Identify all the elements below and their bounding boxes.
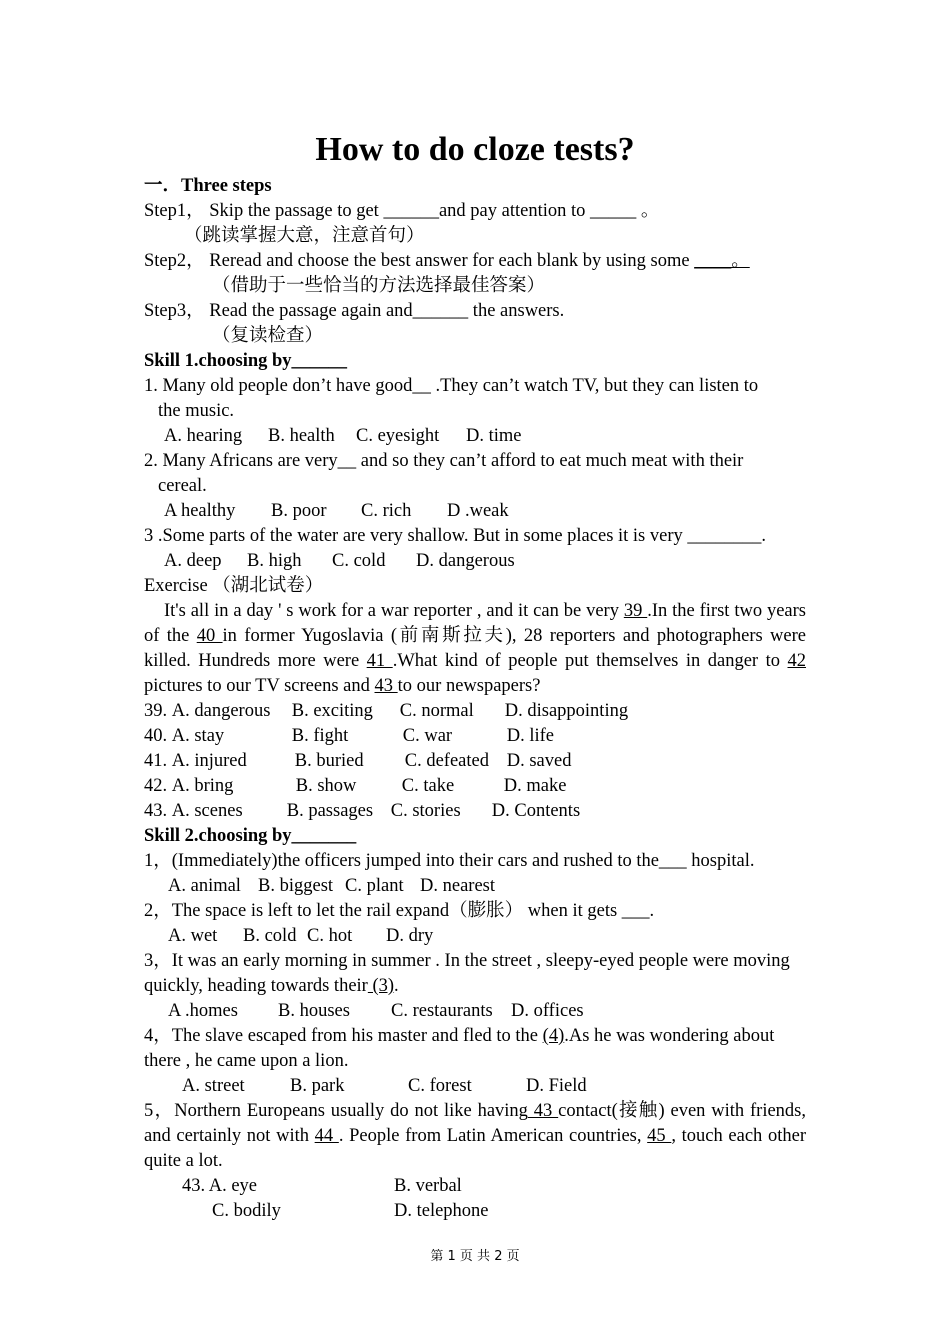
- option: B. passages: [286, 801, 374, 821]
- question-text: . People from Latin American countries,: [338, 1126, 648, 1146]
- step1-text: Step1， Skip the passage to get ______and pay attention to _____ 。: [144, 201, 660, 221]
- option: 43. A. eye: [182, 1176, 258, 1196]
- option: D. saved: [506, 751, 572, 771]
- answer-row-41: [144, 749, 806, 774]
- option: B. show: [295, 776, 357, 796]
- option: A. stay: [171, 726, 225, 746]
- question-text: 5，Northern Europeans usually do not like having: [144, 1101, 528, 1121]
- skill2-q2: 2，The space is left to let the rail expand（膨胀） when it gets ___.: [144, 901, 655, 921]
- option: D. life: [506, 726, 555, 746]
- skill1-q2-line1: 2. Many Africans are very__ and so they can’t afford to eat much meat with their: [144, 451, 744, 471]
- skill2-heading: Skill 2.choosing by_______: [144, 826, 357, 846]
- option: B. park: [290, 1076, 345, 1096]
- answer-number: 41.: [144, 751, 168, 771]
- blank-40: 40: [196, 626, 223, 646]
- skill1-q2-options: [144, 499, 806, 524]
- skill2-q4-line2: there , he came upon a lion.: [144, 1051, 349, 1071]
- blank-4: (4): [542, 1026, 565, 1046]
- option: C. cold: [332, 551, 386, 571]
- option: B. health: [268, 426, 335, 446]
- option: D. dangerous: [416, 551, 515, 571]
- skill2-q5: [144, 1099, 806, 1174]
- skill2-q3-line2: [144, 974, 806, 999]
- skill2-q5-options-row1: [144, 1174, 806, 1199]
- skill2-q3-options: [144, 999, 806, 1024]
- option: D. make: [503, 776, 567, 796]
- option: B. buried: [294, 751, 364, 771]
- question-text: 4，The slave escaped from his master and fled to the: [144, 1026, 543, 1046]
- skill2-q3-line1: 3，It was an early morning in summer . In the street , sleepy-eyed people were moving: [144, 951, 790, 971]
- option: C. war: [402, 726, 453, 746]
- blank-3: (3): [367, 976, 395, 996]
- option: B. exciting: [291, 701, 373, 721]
- document-body: [144, 174, 806, 1224]
- answer-row-39: [144, 699, 806, 724]
- step3-note: （复读检查）: [212, 326, 324, 346]
- answer-row-40: [144, 724, 806, 749]
- skill2-q5-options-row2: [144, 1199, 806, 1224]
- option: D .weak: [447, 501, 509, 521]
- answer-number: 39.: [144, 701, 168, 721]
- skill1-q1-line1: 1. Many old people don’t have good__ .They can’t watch TV, but they can listen to: [144, 376, 759, 396]
- skill2-q4-options: [144, 1074, 806, 1099]
- option: A .homes: [168, 1001, 238, 1021]
- question-text: contact(接触) even with friends, and certainly not with: [144, 1101, 807, 1146]
- skill1-q1-options: [144, 424, 806, 449]
- answer-row-43: [144, 799, 806, 824]
- skill1-q3: 3 .Some parts of the water are very shallow. But in some places it is very ________.: [144, 526, 767, 546]
- option: A. deep: [164, 551, 222, 571]
- passage-text: .In the first two years of the: [144, 601, 806, 646]
- option: D. offices: [511, 1001, 584, 1021]
- option: C. hot: [307, 926, 353, 946]
- option: B. verbal: [394, 1176, 462, 1196]
- passage-text: It's all in a day ' s work for a war reporter , and it can be very: [164, 601, 624, 621]
- option: A. animal: [168, 876, 241, 896]
- option: D. telephone: [394, 1201, 489, 1221]
- blank-41: 41: [366, 651, 393, 671]
- answer-row-42: [144, 774, 806, 799]
- step2-text: [144, 249, 806, 274]
- step3-text: Step3， Read the passage again and______ the answers.: [144, 301, 565, 321]
- option: C. forest: [408, 1076, 472, 1096]
- page-footer: 第 1 页 共 2 页: [430, 1249, 520, 1264]
- page-title: How to do cloze tests?: [315, 131, 635, 168]
- skill2-q2-options: [144, 924, 806, 949]
- skill1-heading: Skill 1.choosing by______: [144, 351, 348, 371]
- answer-number: 42.: [144, 776, 168, 796]
- option: D. disappointing: [504, 701, 629, 721]
- blank-43: 43: [374, 676, 398, 696]
- option: A. bring: [171, 776, 234, 796]
- step2-text-a: Step2， Reread and choose the best answer for each blank by using some: [144, 251, 695, 271]
- option: A. dangerous: [171, 701, 271, 721]
- option: A healthy: [164, 501, 236, 521]
- option: B. high: [247, 551, 302, 571]
- passage-text: .What kind of people put themselves in danger to: [392, 651, 788, 671]
- step1-note: （跳读掌握大意，注意首句）: [184, 226, 425, 246]
- question-text: .: [394, 976, 399, 996]
- skill1-q1-line2: the music.: [158, 401, 235, 421]
- option: B. poor: [271, 501, 327, 521]
- option: C. rich: [361, 501, 412, 521]
- blank-42: 42: [787, 651, 806, 671]
- question-text: .As he was wondering about: [564, 1026, 775, 1046]
- skill1-q2-line2: cereal.: [158, 476, 207, 496]
- option: A. street: [182, 1076, 245, 1096]
- passage-text: pictures to our TV screens and: [144, 676, 375, 696]
- question-text: , touch each other quite a lot.: [144, 1126, 806, 1171]
- skill2-q1-options: [144, 874, 806, 899]
- option: C. take: [401, 776, 455, 796]
- option: A. scenes: [171, 801, 243, 821]
- option: D. dry: [386, 926, 434, 946]
- option: A. hearing: [164, 426, 243, 446]
- option: A. injured: [171, 751, 247, 771]
- option: C. restaurants: [391, 1001, 493, 1021]
- option: D. time: [466, 426, 522, 446]
- skill2-q4-line1: [144, 1024, 806, 1049]
- option: D. nearest: [420, 876, 495, 896]
- step2-note: （借助于一些恰当的方法选择最佳答案）: [212, 276, 546, 296]
- option: C. defeated: [404, 751, 489, 771]
- answer-number: 40.: [144, 726, 168, 746]
- option: D. Field: [526, 1076, 587, 1096]
- option: A. wet: [168, 926, 218, 946]
- blank-45: 45: [647, 1126, 672, 1146]
- blank-43: 43: [527, 1101, 559, 1121]
- option: C. bodily: [212, 1201, 281, 1221]
- option: B. biggest: [258, 876, 334, 896]
- passage-text: to our newspapers?: [397, 676, 541, 696]
- blank-44: 44: [314, 1126, 339, 1146]
- option: C. eyesight: [356, 426, 440, 446]
- step2-blank: ____。: [694, 251, 750, 271]
- passage-text: in former Yugoslavia (前南斯拉夫), 28 reporters and photographers were killed. Hundreds more were: [144, 626, 806, 671]
- option: C. plant: [345, 876, 404, 896]
- option: C. stories: [390, 801, 461, 821]
- exercise-passage: [144, 599, 806, 699]
- section-heading-three-steps: 一．Three steps: [144, 176, 272, 196]
- question-text: quickly, heading towards their: [144, 976, 368, 996]
- blank-39: 39: [623, 601, 648, 621]
- exercise-label: Exercise （湖北试卷）: [144, 576, 324, 596]
- option: D. Contents: [491, 801, 581, 821]
- skill1-q3-options: [144, 549, 806, 574]
- answer-number: 43.: [144, 801, 168, 821]
- skill2-q1: 1，(Immediately)the officers jumped into their cars and rushed to the___ hospital.: [144, 851, 755, 871]
- option: B. houses: [278, 1001, 350, 1021]
- option: B. cold: [243, 926, 297, 946]
- option: B. fight: [291, 726, 349, 746]
- option: C. normal: [399, 701, 474, 721]
